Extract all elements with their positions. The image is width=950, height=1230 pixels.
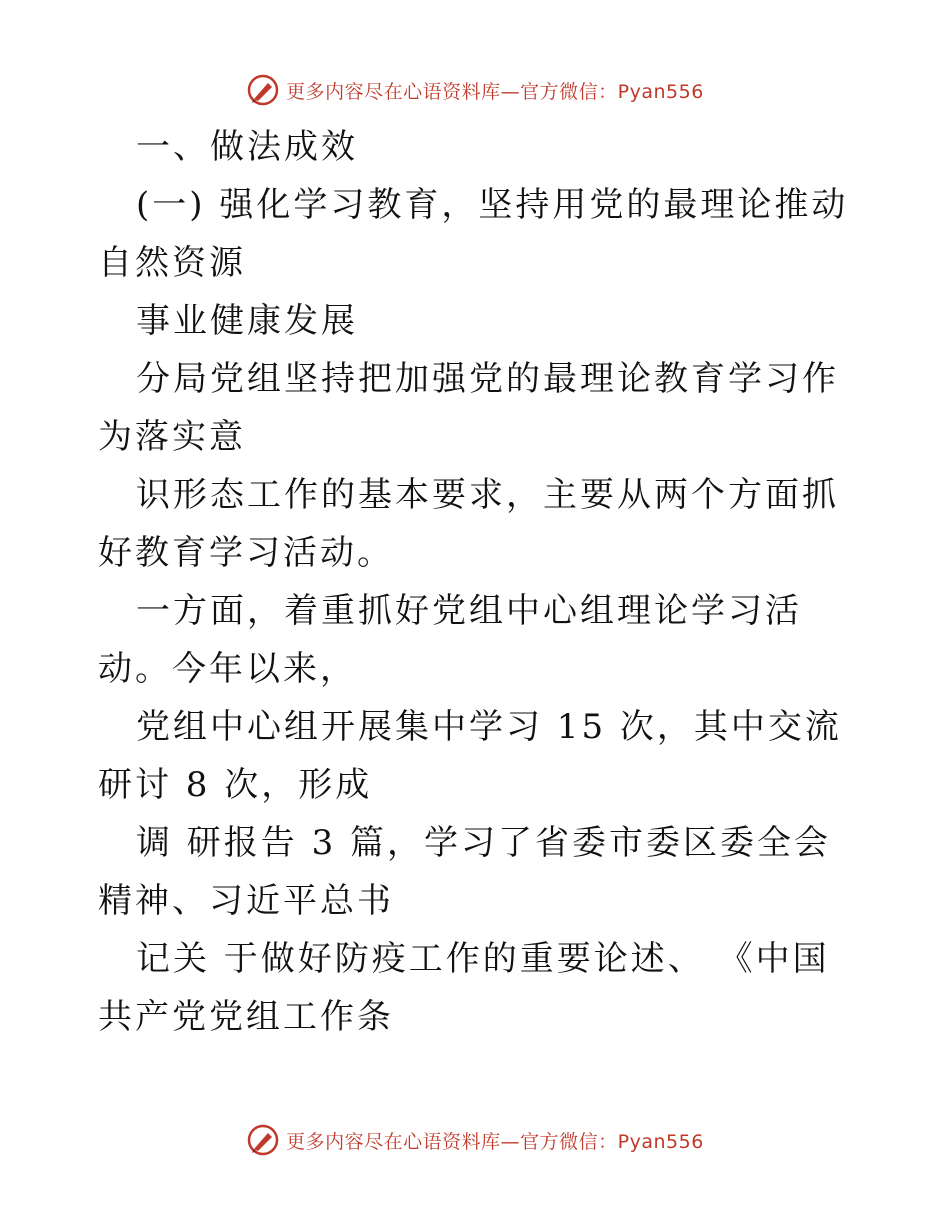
pen-logo-icon: [246, 73, 280, 107]
watermark-text: 更多内容尽在心语资料库—官方微信：Pyan556: [286, 1130, 704, 1153]
body-paragraph: 记关 于做好防疫工作的重要论述、 《中国共产党党组工作条: [98, 939, 830, 1037]
body-paragraph: 识形态工作的基本要求，主要从两个方面抓好教育学习活动。: [98, 475, 839, 573]
body-paragraph: 事业健康发展: [136, 301, 358, 341]
footer-watermark: [0, 1120, 950, 1160]
body-paragraph: 分局党组坚持把加强党的最理论教育学习作为落实意: [98, 359, 839, 457]
body-paragraph: 党组中心组开展集中学习 15 次，其中交流研讨 8 次，形成: [98, 707, 842, 805]
section-heading: 一、做法成效: [136, 127, 358, 167]
subsection-heading: (一) 强化学习教育，坚持用党的最理论推动自然资源: [98, 185, 849, 283]
header-watermark: [0, 70, 950, 110]
pen-logo-icon: [246, 1123, 280, 1157]
body-paragraph: 调 研报告 3 篇，学习了省委市委区委全会精神、习近平总书: [98, 823, 832, 921]
watermark-text: 更多内容尽在心语资料库—官方微信：Pyan556: [286, 80, 704, 103]
document-body: [98, 118, 858, 1046]
body-paragraph: 一方面，着重抓好党组中心组理论学习活动。今年以来，: [98, 591, 802, 689]
